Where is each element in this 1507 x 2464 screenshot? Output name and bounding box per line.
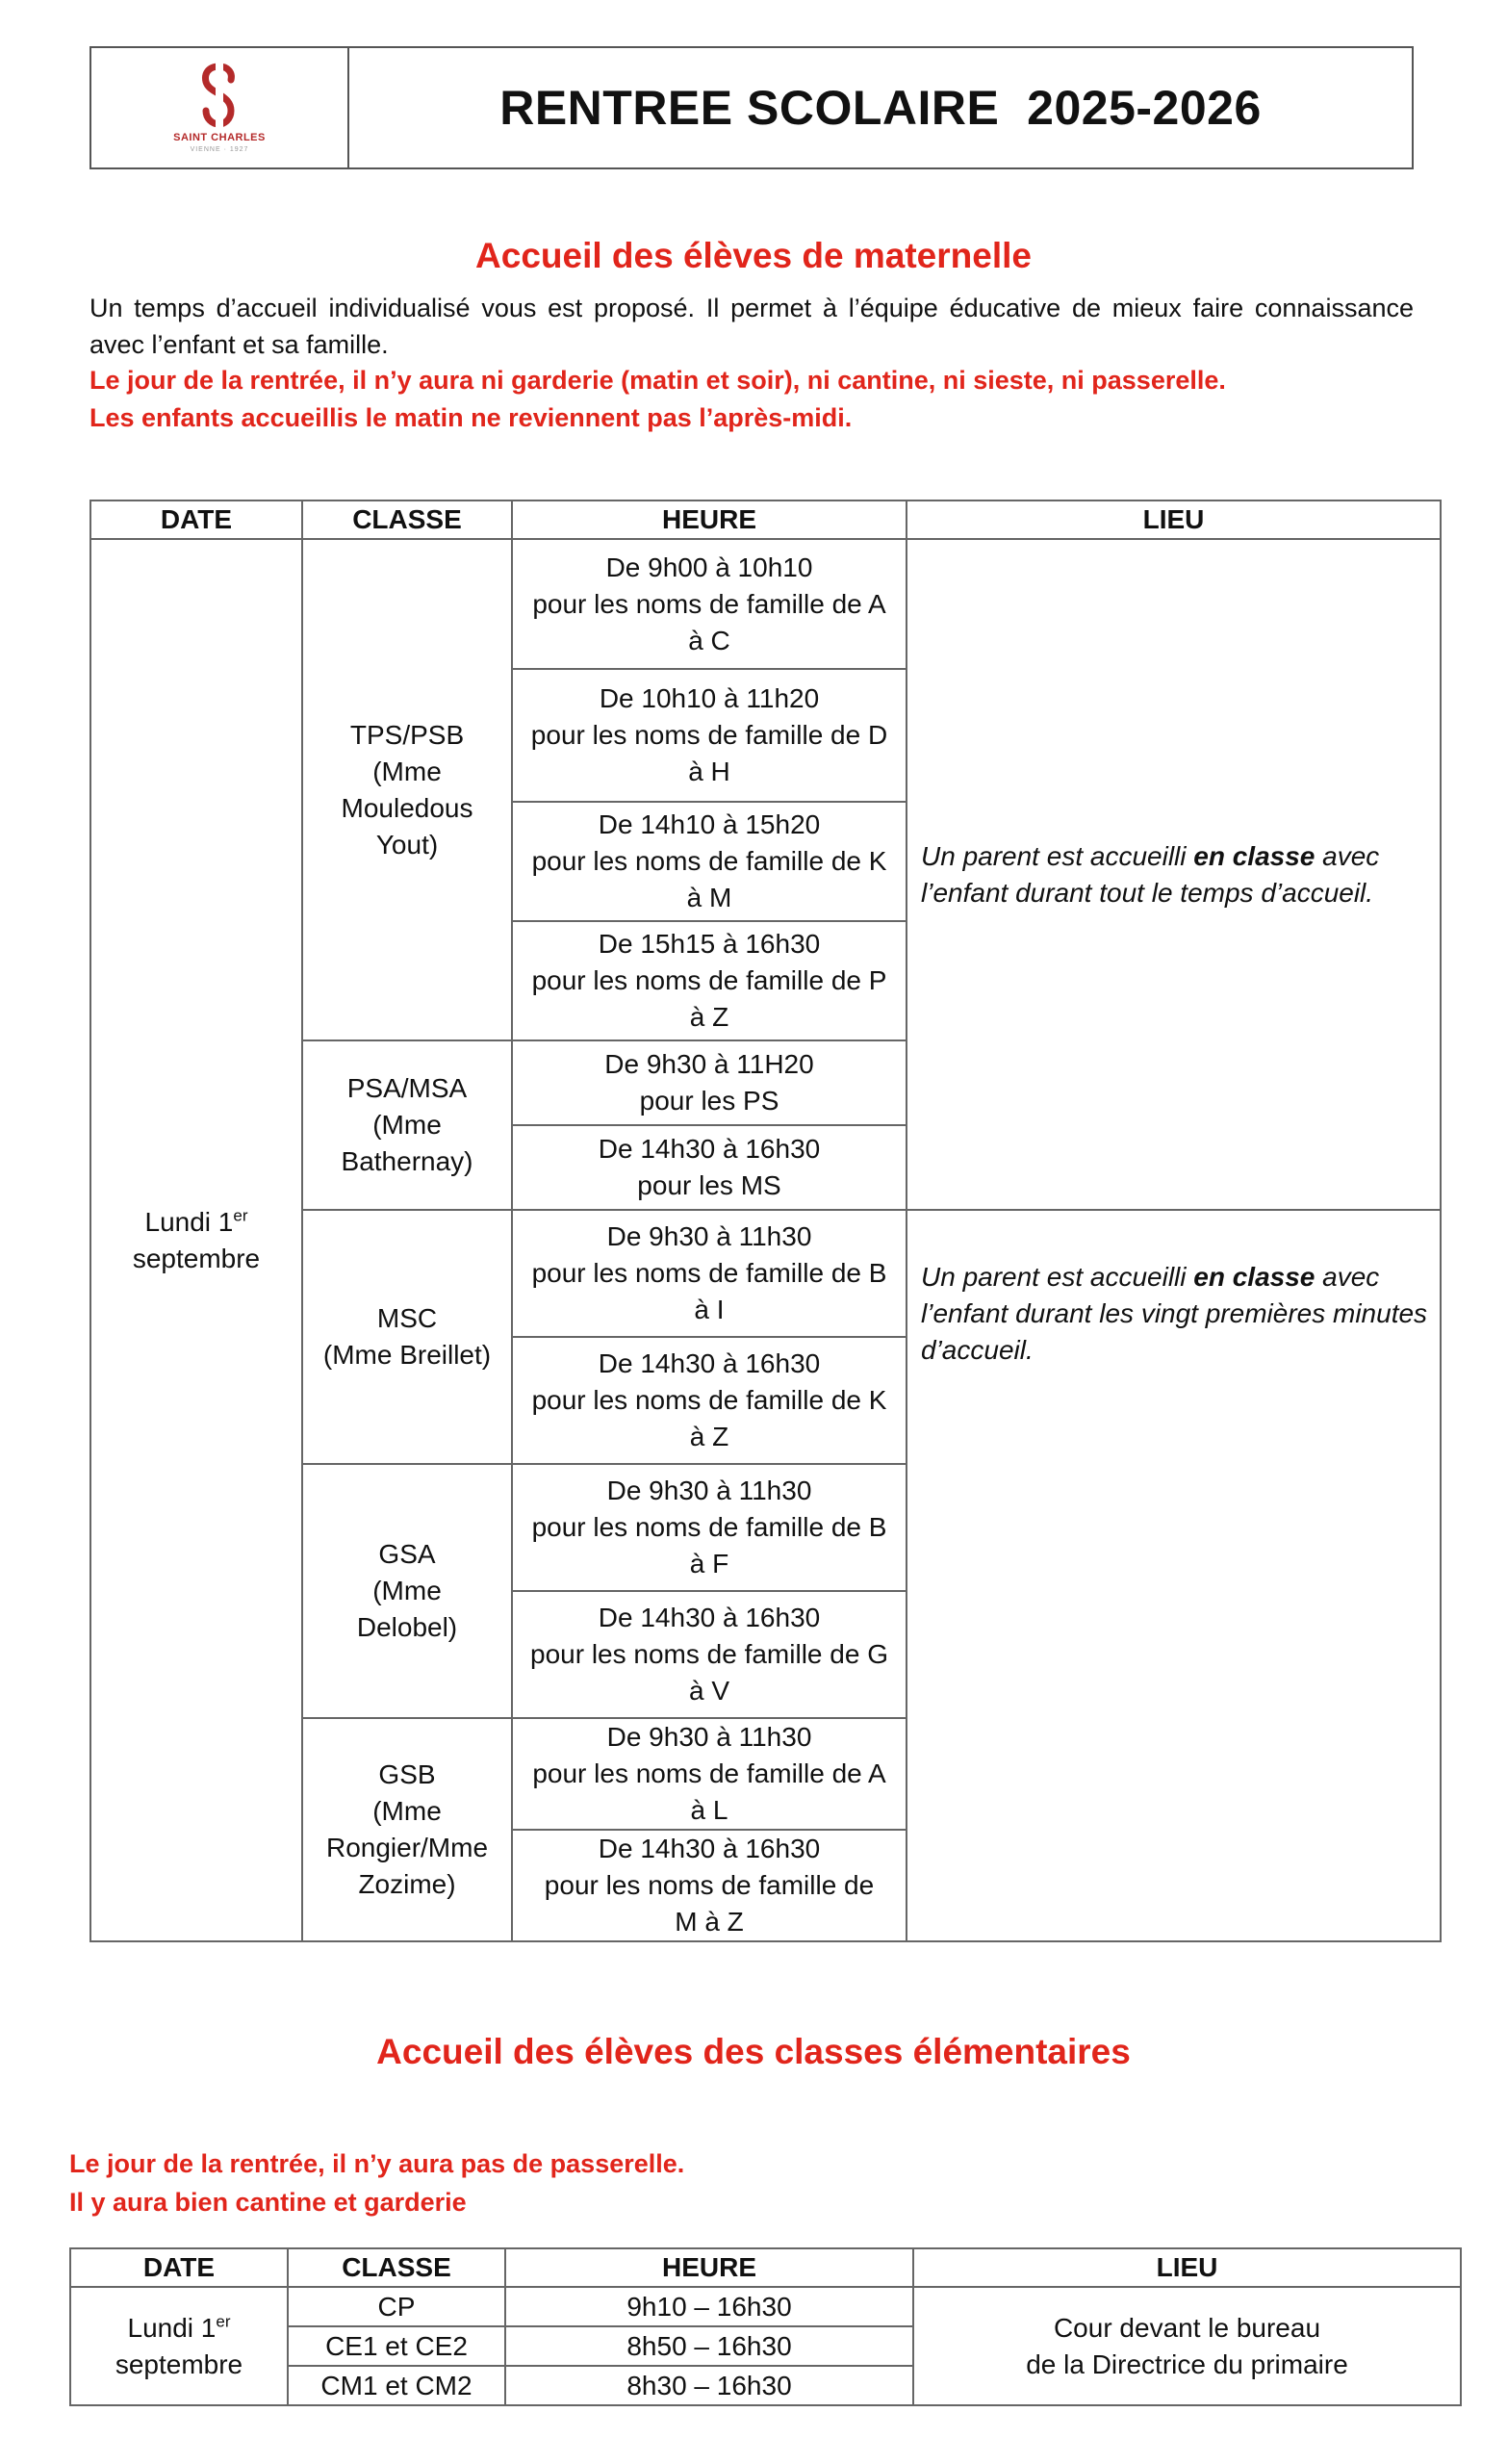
- cell-line: à L: [690, 1795, 728, 1825]
- cell-line: De 9h30 à 11h30: [606, 1221, 812, 1251]
- date-month: septembre: [115, 2348, 243, 2379]
- cell-line: à Z: [689, 1002, 729, 1032]
- cell-line: Mouledous: [341, 792, 473, 823]
- table-header-row: [90, 500, 1441, 539]
- header-date: DATE: [90, 500, 302, 539]
- cell-line: (Mme: [372, 1576, 442, 1605]
- maternelle-intro: Un temps d’accueil individualisé vous est proposé. Il permet à l’équipe éducative de mieux faire connaissance avec l’enfant et sa famille.: [89, 294, 1414, 359]
- classe-cell: [302, 1718, 512, 1941]
- heure-cell: [512, 921, 907, 1040]
- cell-line: (Mme: [372, 1796, 442, 1826]
- cell-line: De 14h30 à 16h30: [598, 1834, 821, 1863]
- lieu-text: avec l’enfant durant tout le temps d’accueil.: [921, 840, 1380, 908]
- logo-text: SAINT CHARLES: [173, 132, 266, 143]
- cell-line: TPS/PSB: [349, 719, 465, 750]
- heure-cell: [512, 1210, 907, 1337]
- cell-line: pour les noms de famille de A: [532, 1758, 886, 1788]
- lieu-cell: [913, 2287, 1461, 2405]
- cell-line: Delobel): [356, 1612, 458, 1642]
- cell-line: (Mme: [372, 756, 442, 786]
- header-date: DATE: [70, 2248, 288, 2287]
- elementaire-notice-1: Le jour de la rentrée, il n’y aura pas de passerelle.: [69, 2149, 685, 2178]
- elementaire-title: Accueil des élèves des classes élémentaires: [376, 2032, 1131, 2071]
- cell-line: De 9h30 à 11H20: [604, 1049, 814, 1079]
- classe-cell: [302, 1040, 512, 1210]
- maternelle-notice-1: Le jour de la rentrée, il n’y aura ni garderie (matin et soir), ni cantine, ni sieste, ni passerelle.: [89, 366, 1226, 395]
- date-sup: er: [216, 2312, 231, 2331]
- cell-line: De 14h10 à 15h20: [598, 809, 821, 839]
- lieu-cell: [907, 539, 1441, 1210]
- date-text: Lundi 1: [144, 1206, 234, 1237]
- cell-line: pour les noms de famille de D: [530, 720, 888, 750]
- header-classe: CLASSE: [302, 500, 512, 539]
- cell-line: à C: [688, 625, 730, 655]
- heure-cell: 9h10 – 16h30: [505, 2287, 913, 2326]
- cell-line: GSB: [378, 1759, 436, 1789]
- date-sup: er: [233, 1206, 248, 1225]
- heure-cell: [512, 539, 907, 669]
- logo-subtext: VIENNE · 1927: [190, 146, 249, 153]
- cell-line: à I: [694, 1295, 725, 1324]
- heure-cell: [512, 1040, 907, 1125]
- classe-cell: CM1 et CM2: [288, 2366, 505, 2405]
- header-classe: CLASSE: [288, 2248, 505, 2287]
- cell-line: MSC: [376, 1303, 438, 1333]
- cell-line: Bathernay): [341, 1146, 473, 1176]
- cell-line: pour les noms de famille de K: [531, 1385, 887, 1415]
- cell-line: pour les noms de famille de G: [530, 1639, 888, 1669]
- lieu-text: Cour devant le bureau: [1053, 2312, 1321, 2343]
- table-header-row: [70, 2248, 1461, 2287]
- cell-line: à Z: [689, 1422, 729, 1451]
- cell-line: pour les PS: [639, 1086, 779, 1116]
- cell-line: à F: [689, 1549, 729, 1578]
- cell-line: De 14h30 à 16h30: [598, 1348, 821, 1378]
- cell-line: pour les noms de famille de B: [531, 1512, 887, 1542]
- elementaire-notice-2: Il y aura bien cantine et garderie: [69, 2188, 467, 2217]
- lieu-text: avec l’enfant durant les vingt premières minutes d’accueil.: [921, 1262, 1428, 1365]
- cell-line: PSA/MSA: [346, 1073, 468, 1103]
- page-title: RENTREE SCOLAIRE 2025-2026: [499, 81, 1262, 135]
- heure-cell: [512, 1464, 907, 1591]
- heure-cell: [512, 1718, 907, 1830]
- heure-cell: [512, 1337, 907, 1464]
- header-lieu: LIEU: [913, 2248, 1461, 2287]
- cell-line: (Mme Breillet): [322, 1340, 492, 1370]
- cell-line: Yout): [375, 829, 439, 860]
- cell-line: Zozime): [358, 1869, 456, 1899]
- saint-charles-logo-icon: [198, 63, 241, 128]
- header-lieu: LIEU: [907, 500, 1441, 539]
- classe-cell: [302, 1464, 512, 1718]
- heure-cell: [512, 1591, 907, 1718]
- classe-cell: [302, 1210, 512, 1464]
- cell-line: De 15h15 à 16h30: [598, 929, 821, 959]
- cell-line: De 14h30 à 16h30: [598, 1134, 821, 1164]
- cell-line: pour les MS: [637, 1170, 781, 1200]
- date-cell: [70, 2287, 288, 2405]
- cell-line: à V: [688, 1676, 730, 1706]
- cell-line: pour les noms de famille de A: [532, 588, 886, 619]
- cell-line: pour les noms de famille de: [544, 1870, 875, 1900]
- date-cell: [90, 539, 302, 1941]
- heure-cell: [512, 802, 907, 921]
- date-text: Lundi 1: [127, 2312, 217, 2343]
- header-heure: HEURE: [512, 500, 907, 539]
- cell-line: Rongier/Mme: [325, 1833, 489, 1862]
- logo: [91, 48, 349, 167]
- date-month: septembre: [132, 1243, 261, 1273]
- maternelle-table: [89, 500, 1442, 1942]
- cell-line: M à Z: [675, 1907, 744, 1937]
- maternelle-title: Accueil des élèves de maternelle: [475, 236, 1032, 275]
- heure-cell: [512, 669, 907, 802]
- classe-cell: CE1 et CE2: [288, 2326, 505, 2366]
- cell-line: à M: [686, 883, 732, 912]
- elementaire-table: [69, 2247, 1462, 2406]
- lieu-text: Un parent est accueilli: [921, 840, 1194, 871]
- lieu-bold: en classe: [1193, 1262, 1315, 1292]
- cell-line: De 14h30 à 16h30: [598, 1603, 821, 1632]
- cell-line: De 9h30 à 11h30: [606, 1476, 812, 1505]
- maternelle-notice-2: Les enfants accueillis le matin ne reviennent pas l’après-midi.: [89, 403, 853, 432]
- lieu-bold: en classe: [1193, 840, 1315, 871]
- cell-line: pour les noms de famille de K: [531, 846, 887, 876]
- cell-line: pour les noms de famille de B: [531, 1258, 887, 1288]
- cell-line: GSA: [378, 1539, 436, 1569]
- cell-line: De 9h30 à 11h30: [606, 1722, 812, 1752]
- header-heure: HEURE: [505, 2248, 913, 2287]
- heure-cell: [512, 1830, 907, 1941]
- cell-line: (Mme: [372, 1110, 442, 1140]
- header-box: [89, 46, 1414, 169]
- lieu-text: Un parent est accueilli: [921, 1262, 1194, 1292]
- heure-cell: 8h50 – 16h30: [505, 2326, 913, 2366]
- cell-line: De 9h00 à 10h10: [605, 552, 813, 582]
- lieu-text: de la Directrice du primaire: [1026, 2348, 1348, 2379]
- cell-line: à H: [688, 757, 730, 786]
- lieu-cell: [907, 1210, 1441, 1941]
- heure-cell: [512, 1125, 907, 1210]
- classe-cell: CP: [288, 2287, 505, 2326]
- classe-cell: [302, 539, 512, 1040]
- cell-line: De 10h10 à 11h20: [599, 683, 820, 713]
- table-row: [90, 539, 1441, 669]
- cell-line: pour les noms de famille de P: [531, 965, 887, 995]
- heure-cell: 8h30 – 16h30: [505, 2366, 913, 2405]
- table-row: [70, 2287, 1461, 2326]
